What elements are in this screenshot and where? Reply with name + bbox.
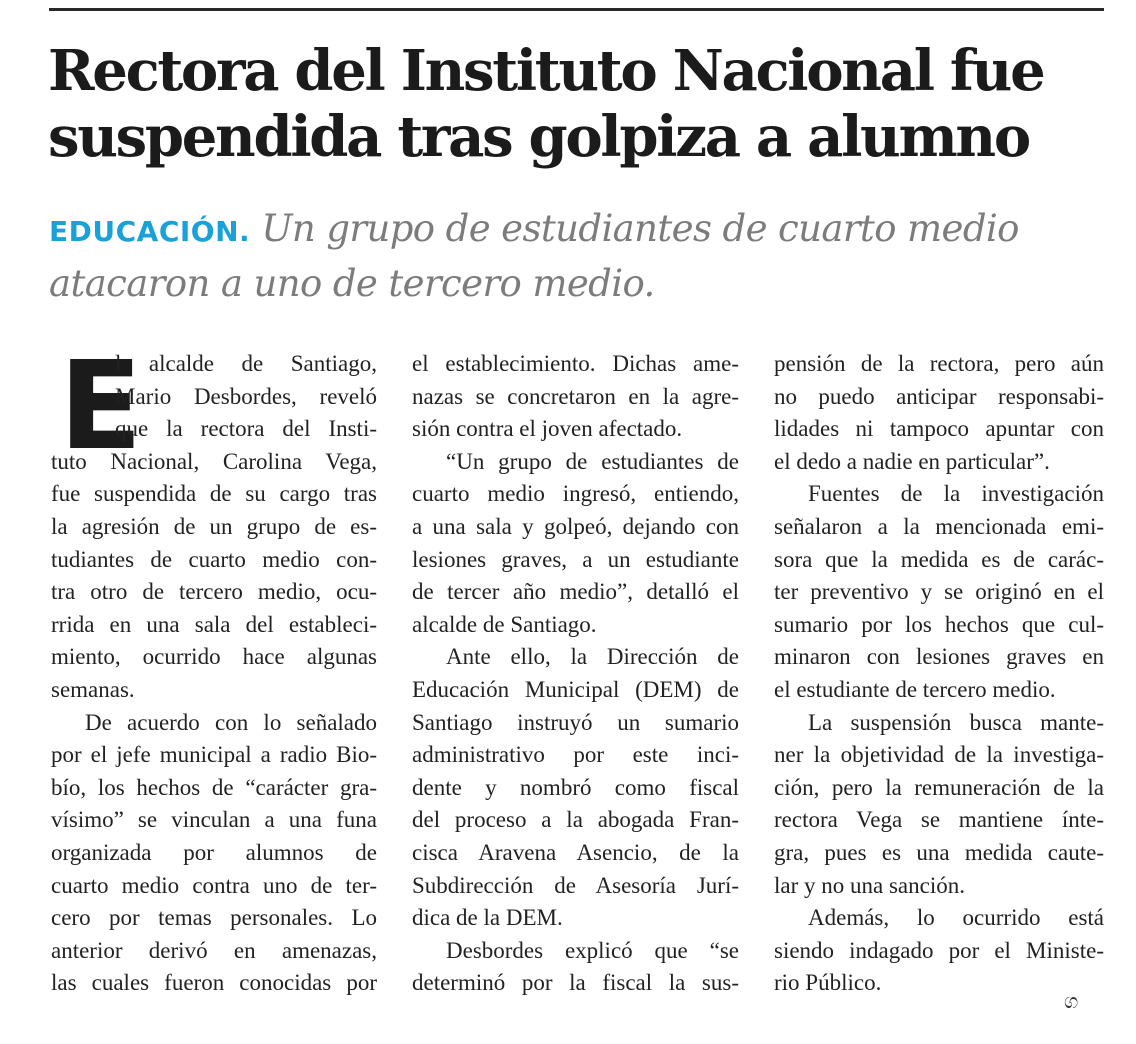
- body-line: La suspensión busca mante-: [808, 709, 1104, 735]
- deck-line-2: atacaron a uno de tercero medio.: [49, 262, 655, 305]
- body-line: las cuales fueron conocidas por: [51, 970, 377, 996]
- body-line: lar y no una sanción.: [774, 872, 965, 898]
- body-line: rectora Vega se mantiene ínte-: [774, 807, 1104, 833]
- headline-line-2: suspendida tras golpiza a alumno: [48, 104, 1029, 170]
- body-line: dente y nombró como fiscal: [412, 774, 739, 800]
- body-line: De acuerdo con lo señalado: [85, 709, 377, 735]
- body-line: por el jefe municipal a radio Bio-: [51, 742, 377, 768]
- body-line: la agresión de un grupo de es-: [51, 513, 377, 539]
- body-line: rio Público.: [774, 970, 882, 996]
- body-line: cuarto medio contra uno de ter-: [51, 872, 377, 898]
- body-line: el establecimiento. Dichas ame-: [412, 351, 739, 376]
- end-mark-icon: ග: [1064, 989, 1079, 1013]
- body-line: dica de la DEM.: [412, 905, 563, 931]
- body-line: vísimo” se vinculan a una funa: [51, 807, 377, 833]
- deck: [49, 203, 1109, 310]
- body-line: bío, los hechos de “carácter gra-: [51, 774, 377, 800]
- body-line: miento, ocurrido hace algunas: [51, 644, 377, 670]
- body-line: fue suspendida de su cargo tras: [51, 481, 377, 507]
- body-line: siendo indagado por el Ministe-: [774, 937, 1104, 963]
- body-line: que la rectora del Insti-: [115, 416, 377, 442]
- body-line: Educación Municipal (DEM) de: [412, 676, 739, 702]
- section-label: EDUCACIÓN.: [49, 215, 251, 248]
- column-2: [412, 348, 739, 1000]
- deck-text-1: Un grupo de estudiantes de cuarto medio: [261, 207, 1019, 250]
- body-line: organizada por alumnos de: [51, 839, 377, 865]
- body-line: señalaron a la mencionada emi-: [774, 513, 1104, 539]
- body-line: lidades ni tampoco apuntar con: [774, 416, 1104, 442]
- body-line: ner la objetividad de la investiga-: [774, 742, 1104, 768]
- body-line: lesiones graves, a un estudiante: [412, 546, 739, 572]
- body-line: Desbordes explicó que “se: [446, 937, 739, 963]
- body-line: “Un grupo de estudiantes de: [446, 448, 739, 474]
- body-line: del proceso a la abogada Fran-: [412, 807, 739, 833]
- body-line: pensión de la rectora, pero aún: [774, 351, 1104, 376]
- body-line: Mario Desbordes, reveló: [115, 383, 377, 409]
- body-line: ter preventivo y se originó en el: [774, 579, 1104, 605]
- body-line: Ante ello, la Dirección de: [446, 644, 739, 670]
- body-line: el dedo a nadie en particular”.: [774, 448, 1050, 474]
- body-line: ción, pero la remuneración de la: [774, 774, 1104, 800]
- body-line: determinó por la fiscal la sus-: [412, 970, 739, 996]
- body-line: rrida en una sala del estableci-: [51, 611, 377, 637]
- drop-cap: E: [59, 335, 143, 477]
- body-line: gra, pues es una medida caute-: [774, 839, 1104, 865]
- body-line: alcalde de Santiago.: [412, 611, 597, 637]
- body-line: Santiago instruyó un sumario: [412, 709, 739, 735]
- column-1: [51, 335, 377, 1000]
- body-line: de tercer año medio”, detalló el: [412, 579, 739, 605]
- body-line: tuto Nacional, Carolina Vega,: [51, 448, 377, 474]
- body-line: el estudiante de tercero medio.: [774, 676, 1056, 702]
- body-line: minaron con lesiones graves en: [774, 644, 1104, 670]
- body-line: administrativo por este inci-: [412, 742, 739, 768]
- body-line: semanas.: [51, 676, 135, 702]
- body-line: Además, lo ocurrido está: [808, 905, 1104, 931]
- body-line: sumario por los hechos que cul-: [774, 611, 1104, 637]
- body-line: tudiantes de cuarto medio con-: [51, 546, 377, 572]
- body-line: Subdirección de Asesoría Jurí-: [412, 872, 739, 898]
- body-line: tra otro de tercero medio, ocu-: [51, 579, 377, 605]
- column-3: [774, 348, 1104, 1000]
- body-line: sión contra el joven afectado.: [412, 416, 683, 442]
- body-line: no puedo anticipar responsabi-: [774, 383, 1104, 409]
- body-line: nazas se concretaron en la agre-: [412, 383, 739, 409]
- headline-line-1: Rectora del Instituto Nacional fue: [48, 38, 1044, 104]
- body-line: l alcalde de Santiago,: [115, 351, 377, 376]
- body-line: a una sala y golpeó, dejando con: [412, 513, 739, 539]
- body-line: cero por temas personales. Lo: [51, 905, 377, 931]
- deck-line-1: [49, 203, 1109, 258]
- body-line: Fuentes de la investigación: [808, 481, 1104, 507]
- body-line: cisca Aravena Asencio, de la: [412, 839, 739, 865]
- body-line: sora que la medida es de carác-: [774, 546, 1104, 572]
- body-line: anterior derivó en amenazas,: [51, 937, 377, 963]
- body-line: cuarto medio ingresó, entiendo,: [412, 481, 739, 507]
- headline: [48, 38, 1108, 170]
- top-rule: [49, 8, 1104, 11]
